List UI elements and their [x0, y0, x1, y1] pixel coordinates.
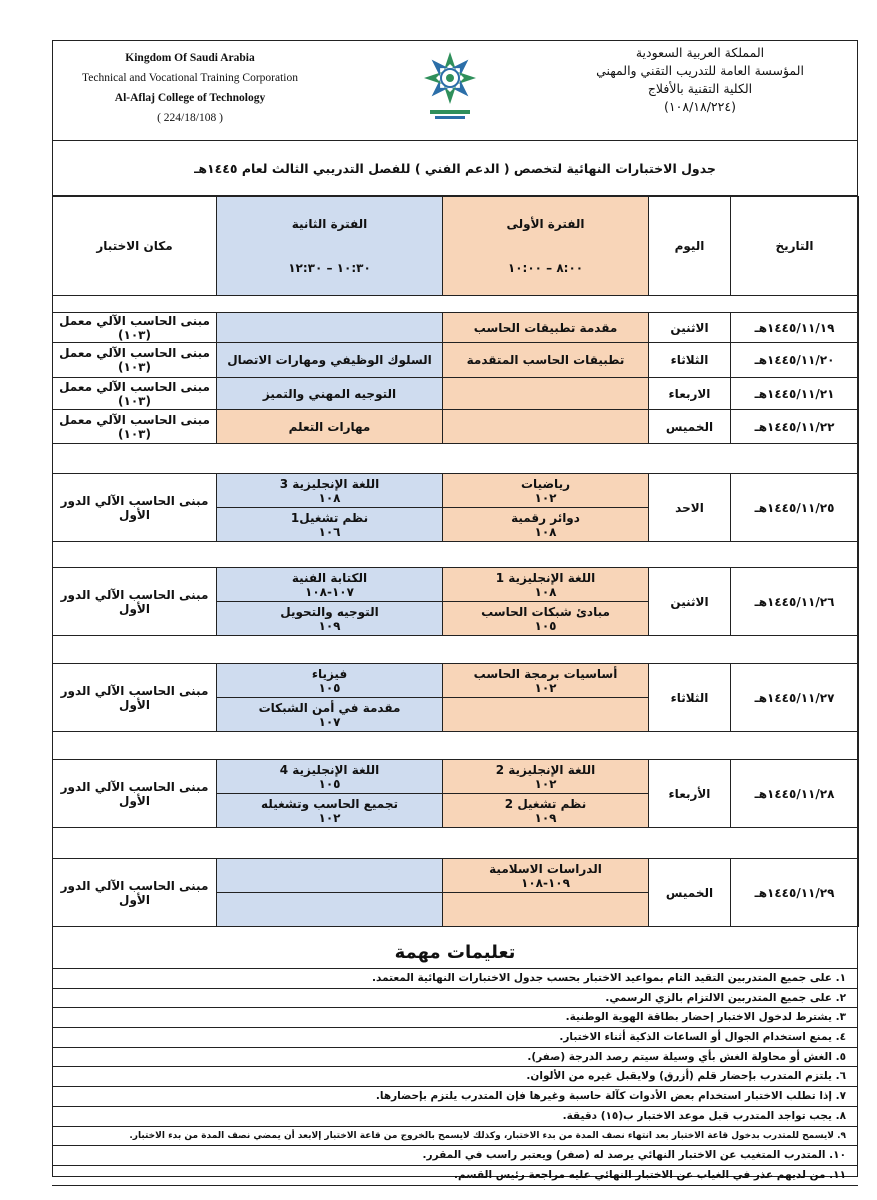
- row-day: الخميس: [649, 410, 731, 444]
- course-room: ١٠٢: [318, 810, 341, 825]
- course-room: ١٠٧: [318, 714, 341, 729]
- instruction-item: ١. على جميع المتدربين التقيد التام بمواعيد الاختبار بحسب جدول الاختبارات النهائية المعتمد.: [52, 968, 858, 988]
- period-1-time: ٨:٠٠ – ١٠:٠٠: [507, 261, 584, 275]
- row-period-2-b: [217, 508, 443, 542]
- row-day: الاربعاء: [649, 378, 731, 410]
- table-row: [53, 859, 859, 893]
- arabic-college: الكلية التقنية بالأفلاج: [647, 81, 753, 96]
- english-header: [70, 48, 310, 128]
- row-period-2-a: [217, 474, 443, 508]
- row-period-2: التوجيه المهني والتميز: [217, 378, 443, 410]
- arabic-header: [560, 44, 840, 116]
- english-college: Al-Aflaj College of Technology: [114, 92, 266, 104]
- row-period-2-b: [217, 602, 443, 636]
- row-period-1: مقدمة تطبيقات الحاسب: [443, 313, 649, 343]
- course-room: ١٠٢: [534, 776, 557, 791]
- course-room: ١٠٢: [534, 680, 557, 695]
- row-period-1: تطبيقات الحاسب المتقدمة: [443, 343, 649, 378]
- instruction-item: ٥. الغش أو محاولة الغش بأي وسيلة سيتم رصد الدرجة (صفر).: [52, 1047, 858, 1067]
- row-day: الخميس: [649, 859, 731, 927]
- row-place: مبنى الحاسب الآلي الدور الأول: [53, 859, 217, 927]
- instruction-item: ١١. من لديهم عذر في الغياب عن الاختبار النهائي عليه مراجعة رئيس القسم.: [52, 1165, 858, 1186]
- row-date: ١٤٤٥/١١/٢٨هـ: [731, 760, 859, 828]
- english-kingdom: Kingdom Of Saudi Arabia: [125, 52, 255, 64]
- instruction-item: ٤. يمنع استخدام الجوال أو الساعات الذكية أثناء الاختبار.: [52, 1027, 858, 1047]
- row-place: مبنى الحاسب الآلي معمل (١٠٣): [53, 410, 217, 444]
- row-place: مبنى الحاسب الآلي معمل (١٠٣): [53, 343, 217, 378]
- course-room: ١٠٥: [318, 680, 341, 695]
- table-row: [53, 378, 859, 410]
- table-row: [53, 474, 859, 508]
- course-room: ١٠٨: [534, 524, 557, 539]
- row-place: مبنى الحاسب الآلي معمل (١٠٣): [53, 313, 217, 343]
- row-period-2: السلوك الوظيفي ومهارات الاتصال: [217, 343, 443, 378]
- spacer-row: [53, 296, 859, 313]
- course-name: دوائر رقمية: [511, 510, 580, 525]
- exam-schedule-table: [52, 196, 859, 927]
- row-day: الاثنين: [649, 568, 731, 636]
- period-2-time: ١٠:٣٠ – ١٢:٣٠: [288, 261, 371, 275]
- row-date: ١٤٤٥/١١/٢٥هـ: [731, 474, 859, 542]
- course-room: ١٠٩: [534, 810, 557, 825]
- course-room: ١٠٦: [318, 524, 341, 539]
- row-period-1-a: [443, 568, 649, 602]
- course-name: التوجيه والتحويل: [280, 604, 379, 619]
- row-place: مبنى الحاسب الآلي الدور الأول: [53, 760, 217, 828]
- row-period-1-a: [443, 664, 649, 698]
- row-period-2-a: [217, 568, 443, 602]
- instruction-item: ١٠. المتدرب المتغيب عن الاختبار النهائي يرصد له (صفر) ويعتبر راسب في المقرر.: [52, 1145, 858, 1165]
- table-row: [53, 664, 859, 698]
- course-name: مبادئ شبكات الحاسب: [481, 604, 610, 619]
- course-name: اللغة الإنجليزية 3: [279, 476, 380, 491]
- arabic-code: (١٠٨/١٨/٢٢٤): [664, 99, 736, 114]
- header-day: اليوم: [649, 197, 731, 296]
- period-1-label: الفترة الأولى: [506, 217, 585, 231]
- instructions-list: [52, 968, 858, 1186]
- instruction-item: ٣. يشترط لدخول الاختبار إحضار بطاقة الهوية الوطنية.: [52, 1007, 858, 1027]
- row-period-2: [217, 313, 443, 343]
- course-name: اللغة الإنجليزية 4: [279, 762, 380, 777]
- row-period-2-b: [217, 893, 443, 927]
- row-place: مبنى الحاسب الآلي الدور الأول: [53, 664, 217, 732]
- row-period-1-b: [443, 698, 649, 732]
- spacer-row: [53, 444, 859, 474]
- course-room: ١٠٨: [534, 584, 557, 599]
- course-name: نظم تشغيل1: [290, 510, 369, 525]
- row-day: الثلاثاء: [649, 664, 731, 732]
- row-period-1-a: [443, 760, 649, 794]
- course-room: ١٠٥: [318, 776, 341, 791]
- row-place: مبنى الحاسب الآلي الدور الأول: [53, 568, 217, 636]
- row-period-1-b: [443, 893, 649, 927]
- course-room: ١٠٩-١٠٨: [521, 875, 570, 890]
- instruction-item: ٨. يجب تواجد المتدرب قبل موعد الاختبار ب(١٥) دقيقة.: [52, 1106, 858, 1126]
- row-date: ١٤٤٥/١١/٢٩هـ: [731, 859, 859, 927]
- college-logo-icon: [415, 44, 485, 124]
- course-name: فيزياء: [311, 666, 348, 681]
- course-name: اللغة الإنجليزية 1: [495, 570, 596, 585]
- header-period-1: [443, 197, 649, 296]
- english-corporation: Technical and Vocational Training Corporation: [82, 72, 298, 84]
- row-day: الاثنين: [649, 313, 731, 343]
- row-period-1-a: [443, 859, 649, 893]
- header-place: مكان الاختبار: [53, 197, 217, 296]
- course-room: ١٠٧-١٠٨: [305, 584, 354, 599]
- row-date: ١٤٤٥/١١/٢٠هـ: [731, 343, 859, 378]
- table-row: [53, 568, 859, 602]
- row-date: ١٤٤٥/١١/٢١هـ: [731, 378, 859, 410]
- row-period-2-a: [217, 859, 443, 893]
- course-name: الدراسات الاسلامية: [489, 861, 602, 876]
- instruction-item: ٩. لايسمح للمتدرب بدخول قاعة الاختبار بعد انتهاء نصف المدة من بدء الاختبار، وكذلك لايسمح بالخروج من قاعة الاختبار إلابعد أن يمضي نصف المدة من بدء الاختبار.: [52, 1126, 858, 1146]
- instruction-item: ٦. يلتزم المتدرب بإحضار قلم (أزرق) ولايقبل غيره من الألوان.: [52, 1066, 858, 1086]
- instruction-item: ٢. على جميع المتدربين الالتزام بالزي الرسمي.: [52, 988, 858, 1008]
- row-period-2-a: [217, 760, 443, 794]
- course-name: نظم تشغيل 2: [504, 796, 587, 811]
- course-name: مقدمة في أمن الشبكات: [258, 700, 401, 715]
- row-date: ١٤٤٥/١١/٢٧هـ: [731, 664, 859, 732]
- row-period-2-b: [217, 698, 443, 732]
- table-row: [53, 343, 859, 378]
- row-period-1-b: [443, 794, 649, 828]
- spacer-row: [53, 732, 859, 760]
- table-row: [53, 760, 859, 794]
- row-day: الثلاثاء: [649, 343, 731, 378]
- header-date: التاريخ: [731, 197, 859, 296]
- row-period-1: [443, 378, 649, 410]
- course-name: الكتابة الفنية: [291, 570, 368, 585]
- english-code: ( 224/18/108 ): [157, 112, 223, 124]
- course-room: ١٠٩: [318, 618, 341, 633]
- row-period-1: [443, 410, 649, 444]
- schedule-title: جدول الاختبارات النهائية لتخصص ( الدعم الفني ) للفصل التدريبي الثالث لعام ١٤٤٥هـ: [52, 140, 858, 196]
- course-name: اللغة الإنجليزية 2: [495, 762, 596, 777]
- row-period-2-b: [217, 794, 443, 828]
- header-row: [53, 197, 859, 296]
- course-name: رياضيات: [521, 476, 570, 491]
- row-day: الاحد: [649, 474, 731, 542]
- table-row: [53, 313, 859, 343]
- row-day: الأربعاء: [649, 760, 731, 828]
- arabic-corporation: المؤسسة العامة للتدريب التقني والمهني: [596, 63, 804, 78]
- row-period-1-b: [443, 602, 649, 636]
- row-period-2-a: [217, 664, 443, 698]
- row-date: ١٤٤٥/١١/٢٢هـ: [731, 410, 859, 444]
- course-room: ١٠٨: [318, 490, 341, 505]
- course-name: تجميع الحاسب وتشغيله: [261, 796, 398, 811]
- spacer-row: [53, 828, 859, 859]
- course-room: ١٠٥: [534, 618, 557, 633]
- table-row: [53, 410, 859, 444]
- course-room: ١٠٢: [534, 490, 557, 505]
- row-place: مبنى الحاسب الآلي معمل (١٠٣): [53, 378, 217, 410]
- row-period-2: مهارات التعلم: [217, 410, 443, 444]
- row-period-1-b: [443, 508, 649, 542]
- row-date: ١٤٤٥/١١/٢٦هـ: [731, 568, 859, 636]
- row-period-1-a: [443, 474, 649, 508]
- instruction-item: ٧. إذا تطلب الاختبار استخدام بعض الأدوات كآلة حاسبة وغيرها فإن المتدرب يلتزم بإحضارها.: [52, 1086, 858, 1106]
- instructions-title: تعليمات مهمة: [394, 942, 516, 963]
- course-name: أساسيات برمجة الحاسب: [473, 666, 618, 681]
- header-period-2: [217, 197, 443, 296]
- arabic-kingdom: المملكة العربية السعودية: [635, 45, 765, 60]
- row-date: ١٤٤٥/١١/١٩هـ: [731, 313, 859, 343]
- row-place: مبنى الحاسب الآلي الدور الأول: [53, 474, 217, 542]
- spacer-row: [53, 542, 859, 568]
- period-2-label: الفترة الثانية: [291, 217, 368, 231]
- spacer-row: [53, 636, 859, 664]
